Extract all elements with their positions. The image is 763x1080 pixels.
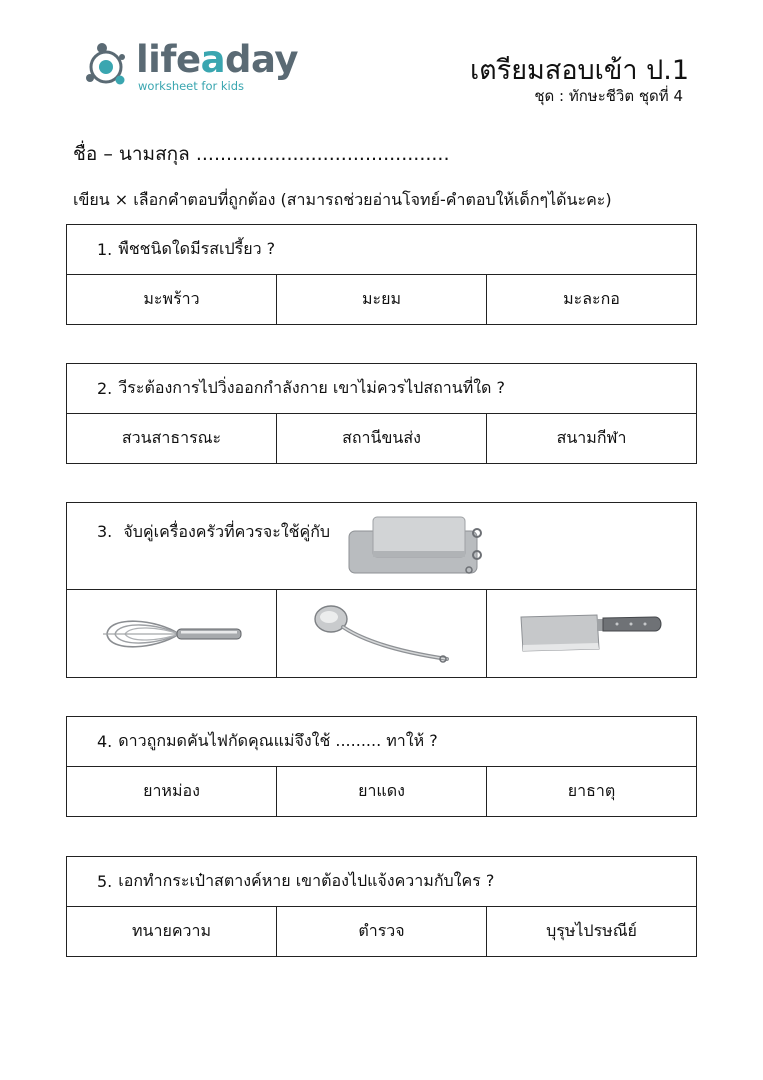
question-text: เอกทำกระเป๋าสตางค์หาย เขาต้องไปแจ้งความกับใคร ? [118, 871, 495, 890]
question-5 [66, 856, 697, 957]
question-number: 3. [97, 522, 113, 541]
question-text: ดาวถูกมดคันไฟกัดคุณแม่จึงใช้ ......... ทาให้ ? [118, 731, 438, 750]
logo-molecule-icon [82, 40, 134, 92]
answer-choice[interactable]: มะละกอ [486, 275, 696, 324]
answer-choice-cleaver[interactable] [486, 590, 696, 677]
question-number: 5. [97, 872, 113, 891]
question-text: พืชชนิดใดมีรสเปรี้ยว ? [118, 239, 276, 258]
instruction-text: เขียน × เลือกคำตอบที่ถูกต้อง (สามารถช่วยอ่านโจทย์-คำตอบให้เด็กๆได้นะคะ) [73, 190, 612, 209]
question-prompt [67, 364, 696, 414]
answer-choice[interactable]: ทนายความ [131, 921, 212, 940]
worksheet-subtitle: ชุด : ทักษะชีวิต ชุดที่ 4 [534, 87, 683, 105]
answer-choice[interactable]: มะยม [276, 275, 486, 324]
question-prompt [67, 717, 696, 767]
answer-choice[interactable]: ยาธาตุ [486, 767, 696, 816]
question-prompt [67, 857, 696, 907]
question-number: 1. [97, 240, 113, 259]
question-text: จับคู่เครื่องครัวที่ควรจะใช้คู่กับ [123, 522, 331, 541]
question-prompt [67, 225, 696, 275]
answer-choice[interactable]: มะพร้าว [143, 289, 200, 308]
answer-choice-ladle[interactable] [276, 590, 486, 677]
whisk-icon [97, 609, 247, 659]
answer-choice[interactable]: ตำรวจ [276, 907, 486, 956]
cutting-board-icon [347, 511, 485, 577]
student-name-line: ชื่อ – นามสกุล .......................................... [73, 143, 450, 165]
cleaver-icon [517, 609, 667, 659]
answer-choice[interactable]: สวนสาธารณะ [121, 428, 222, 447]
answer-choice-whisk[interactable] [67, 590, 276, 677]
question-prompt [67, 503, 696, 590]
worksheet-title: เตรียมสอบเข้า ป.1 [469, 55, 689, 86]
answer-choice[interactable]: บุรุษไปรษณีย์ [486, 907, 696, 956]
answer-choice[interactable]: ยาแดง [276, 767, 486, 816]
question-4 [66, 716, 697, 817]
question-2 [66, 363, 697, 464]
logo-tagline: worksheet for kids [138, 79, 245, 93]
answer-choice[interactable]: สนามกีฬา [486, 414, 696, 463]
question-text: วีระต้องการไปวิ่งออกกำลังกาย เขาไม่ควรไปสถานที่ใด ? [118, 378, 506, 397]
answer-choice[interactable]: ยาหม่อง [143, 781, 200, 800]
answer-choice[interactable]: สถานีขนส่ง [276, 414, 486, 463]
logo-brand: lifeaday [136, 38, 298, 81]
logo [82, 38, 298, 94]
question-3 [66, 502, 697, 678]
question-1 [66, 224, 697, 325]
question-number: 4. [97, 732, 113, 751]
ladle-icon [307, 599, 457, 669]
question-number: 2. [97, 379, 113, 398]
